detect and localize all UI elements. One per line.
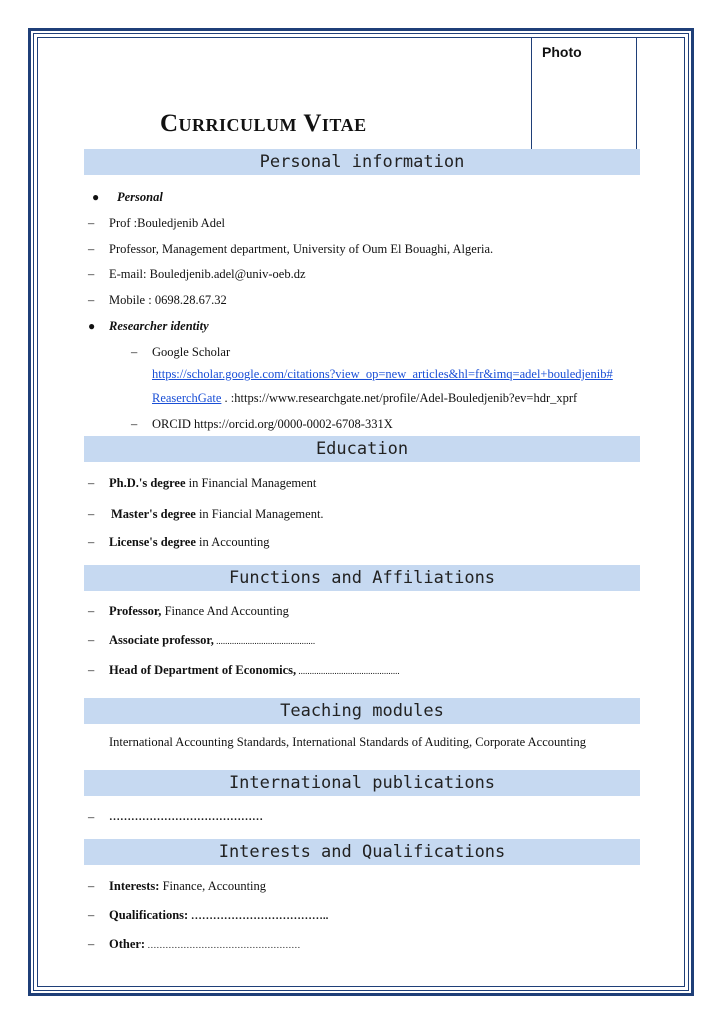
dash-icon: –: [88, 267, 95, 281]
education-item: [109, 475, 316, 491]
function-item: [109, 632, 315, 649]
dash-icon: –: [88, 908, 95, 922]
function-detail: ............................................: [213, 636, 316, 646]
researchgate-url: . :https://www.researchgate.net/profile/Adel-Bouledjenib?ev=hdr_xprf: [221, 391, 578, 405]
dash-icon: –: [131, 345, 138, 359]
researcher-heading: Researcher identity: [109, 319, 209, 333]
section-header-publications: International publications: [84, 770, 640, 796]
section-header-teaching: Teaching modules: [84, 698, 640, 724]
function-title: Associate professor,: [109, 633, 214, 647]
function-title: Head of Department of Economics,: [109, 663, 297, 677]
function-detail: .............................................: [296, 666, 400, 676]
bullet-icon: ●: [92, 190, 100, 204]
interests-item: [109, 878, 266, 894]
section-header-education: Education: [84, 436, 640, 462]
dash-icon: –: [88, 879, 95, 893]
education-field: in Accounting: [195, 535, 270, 549]
qualifications-item: [109, 907, 328, 924]
education-field: in Financial Management: [185, 476, 317, 490]
interests-value: Finance, Accounting: [159, 879, 267, 893]
dash-icon: –: [88, 604, 95, 618]
qualifications-value: ………………………………..: [188, 910, 329, 922]
education-degree: License's degree: [109, 535, 196, 549]
dash-icon: –: [131, 417, 138, 431]
dash-icon: –: [88, 476, 95, 490]
education-degree: Ph.D.'s degree: [109, 476, 186, 490]
photo-placeholder: [531, 37, 637, 150]
education-item: [111, 506, 324, 522]
dash-icon: –: [88, 663, 95, 677]
section-header-interests: Interests and Qualifications: [84, 839, 640, 865]
education-item: [109, 534, 270, 550]
researchgate-link[interactable]: ReaserchGate: [152, 391, 222, 405]
page-title: Curriculum Vitae: [160, 110, 367, 137]
orcid-line: ORCID https://orcid.org/0000-0002-6708-331X: [152, 417, 393, 431]
dash-icon: –: [88, 810, 95, 824]
dash-icon: –: [88, 242, 95, 256]
photo-label: Photo: [542, 44, 582, 60]
education-field: in Fiancial Management.: [195, 507, 324, 521]
google-scholar-link[interactable]: https://scholar.google.com/citations?view_op=new_articles&hl=fr&imq=adel+bouledjenib#: [152, 367, 613, 381]
section-header-functions: Functions and Affiliations: [84, 565, 640, 591]
teaching-modules-text: International Accounting Standards, International Standards of Auditing, Corporate Accounting: [109, 735, 586, 749]
section-header-personal: Personal information: [84, 149, 640, 175]
personal-position: Professor, Management department, University of Oum El Bouaghi, Algeria.: [109, 242, 494, 256]
education-degree: Master's degree: [111, 507, 196, 521]
other-label: Other:: [109, 937, 146, 951]
researchgate-line: [152, 390, 577, 406]
function-item: [109, 603, 289, 619]
dash-icon: –: [88, 216, 95, 230]
personal-email: E-mail: Bouledjenib.adel@univ-oeb.dz: [109, 267, 306, 281]
other-value: ……………………………………………: [145, 940, 301, 950]
google-scholar-label: Google Scholar: [152, 345, 231, 359]
interests-label: Interests:: [109, 879, 160, 893]
dash-icon: –: [88, 293, 95, 307]
bullet-icon: ●: [88, 319, 96, 333]
dash-icon: –: [88, 937, 95, 951]
publications-placeholder: ……………………………………: [109, 811, 263, 823]
other-item: [109, 936, 300, 953]
function-item: [109, 662, 400, 679]
qualifications-label: Qualifications:: [109, 908, 189, 922]
dash-icon: –: [88, 535, 95, 549]
personal-heading: Personal: [117, 190, 163, 204]
function-title: Professor,: [109, 604, 162, 618]
personal-name: Prof :Bouledjenib Adel: [109, 216, 225, 230]
personal-mobile: Mobile : 0698.28.67.32: [109, 293, 227, 307]
dash-icon: –: [88, 633, 95, 647]
function-detail: Finance And Accounting: [161, 604, 289, 618]
dash-icon: –: [88, 507, 95, 521]
